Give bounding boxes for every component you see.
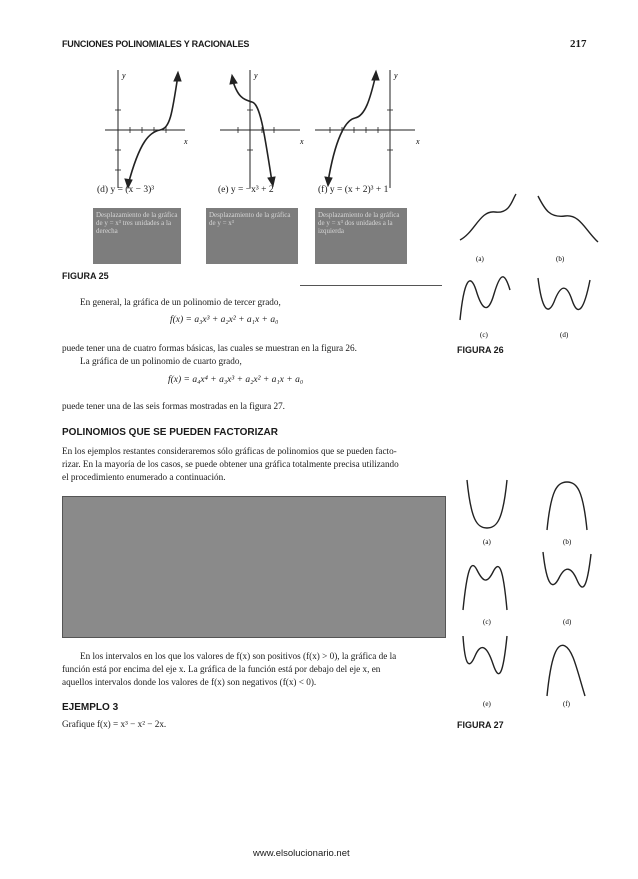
section-heading: POLINOMIOS QUE SE PUEDEN FACTORIZAR — [62, 427, 278, 438]
caption-f: (f) y = (x + 2)³ + 1 — [318, 185, 389, 195]
fig27-curve-f — [547, 645, 585, 696]
fig27-label-c: (c) — [483, 618, 491, 626]
fig27-curve-b — [547, 482, 587, 530]
axis-y-f: y — [394, 71, 398, 80]
figure26-label: FIGURA 26 — [457, 345, 504, 355]
fig26-curve-b — [538, 196, 598, 242]
caption-d: (d) y = (x − 3)³ — [97, 185, 155, 195]
fig27-label-d: (d) — [563, 618, 572, 626]
paragraph-2: puede tener una de cuatro formas básicas, las cuales se muestran en la figura 26. — [62, 343, 357, 353]
fig27-label-e: (e) — [483, 700, 491, 708]
example-text: Grafique f(x) = x³ − x² − 2x. — [62, 719, 167, 729]
note-box-e: Desplazamiento de la gráfica de y = x³ — [206, 208, 298, 264]
fig26-label-b: (b) — [556, 255, 565, 263]
axis-y-d: y — [122, 71, 126, 80]
axis-x-d: x — [184, 137, 188, 146]
figure27-label: FIGURA 27 — [457, 720, 504, 730]
procedure-box — [62, 496, 446, 638]
paragraph-3: La gráfica de un polinomio de cuarto grado, — [80, 356, 242, 366]
note-box-d: Desplazamiento de la gráfica de y = x³ tres unidades a la derecha — [93, 208, 181, 264]
figure25-label: FIGURA 25 — [62, 271, 109, 281]
fig27-curve-d — [543, 552, 591, 587]
figure26-graphs — [450, 190, 600, 345]
running-header: FUNCIONES POLINOMIALES Y RACIONALES — [62, 39, 250, 49]
page-number: 217 — [570, 38, 587, 50]
paragraph-4: puede tener una de las seis formas mostradas en la figura 27. — [62, 401, 285, 411]
axis-x-f: x — [416, 137, 420, 146]
paragraph-6b: función está por encima del eje x. La gráfica de la función está por debajo del eje x, en — [62, 664, 381, 674]
caption-e: (e) y = −x³ + 2 — [218, 185, 274, 195]
fig27-label-b: (b) — [563, 538, 572, 546]
paragraph-1: En general, la gráfica de un polinomio de tercer grado, — [80, 297, 281, 307]
divider-line — [300, 285, 442, 286]
axis-y-e: y — [254, 71, 258, 80]
fig26-curve-c — [460, 277, 510, 320]
paragraph-5a: En los ejemplos restantes consideraremos sólo gráficas de polinomios que se pueden facto- — [62, 446, 397, 456]
paragraph-6a: En los intervalos en los que los valores de f(x) son positivos (f(x) > 0), la gráfica de la — [80, 651, 397, 661]
figure27-graphs — [455, 470, 605, 720]
fig27-curve-a — [467, 480, 507, 528]
paragraph-6c: aquellos intervalos donde los valores de f(x) son negativos (f(x) < 0). — [62, 677, 317, 687]
graph-d — [105, 70, 185, 188]
fig26-label-d: (d) — [560, 331, 569, 339]
graph-e — [220, 70, 300, 188]
fig26-label-c: (c) — [480, 331, 488, 339]
equation-2: f(x) = a₄x⁴ + a₃x³ + a₂x² + a₁x + a₀ — [168, 375, 304, 385]
paragraph-5c: el procedimiento enumerado a continuación. — [62, 472, 226, 482]
paragraph-5b: rizar. En la mayoría de los casos, se puede obtener una gráfica totalmente precisa utilizando — [62, 459, 399, 469]
fig27-label-f: (f) — [563, 700, 570, 708]
fig27-label-a: (a) — [483, 538, 491, 546]
fig26-curve-a — [460, 194, 516, 240]
fig27-curve-c — [463, 566, 507, 610]
example-heading: EJEMPLO 3 — [62, 702, 119, 713]
graph-f — [315, 70, 415, 188]
figure25-graphs — [60, 60, 440, 200]
note-box-f: Desplazamiento de la gráfica de y = x³ dos unidades a la izquierda — [315, 208, 407, 264]
fig26-curve-d — [538, 278, 590, 310]
fig27-curve-e — [463, 636, 507, 674]
equation-1: f(x) = a₃x³ + a₂x² + a₁x + a₀ — [170, 315, 279, 325]
fig26-label-a: (a) — [476, 255, 484, 263]
footer-url[interactable]: www.elsolucionario.net — [253, 848, 350, 859]
axis-x-e: x — [300, 137, 304, 146]
